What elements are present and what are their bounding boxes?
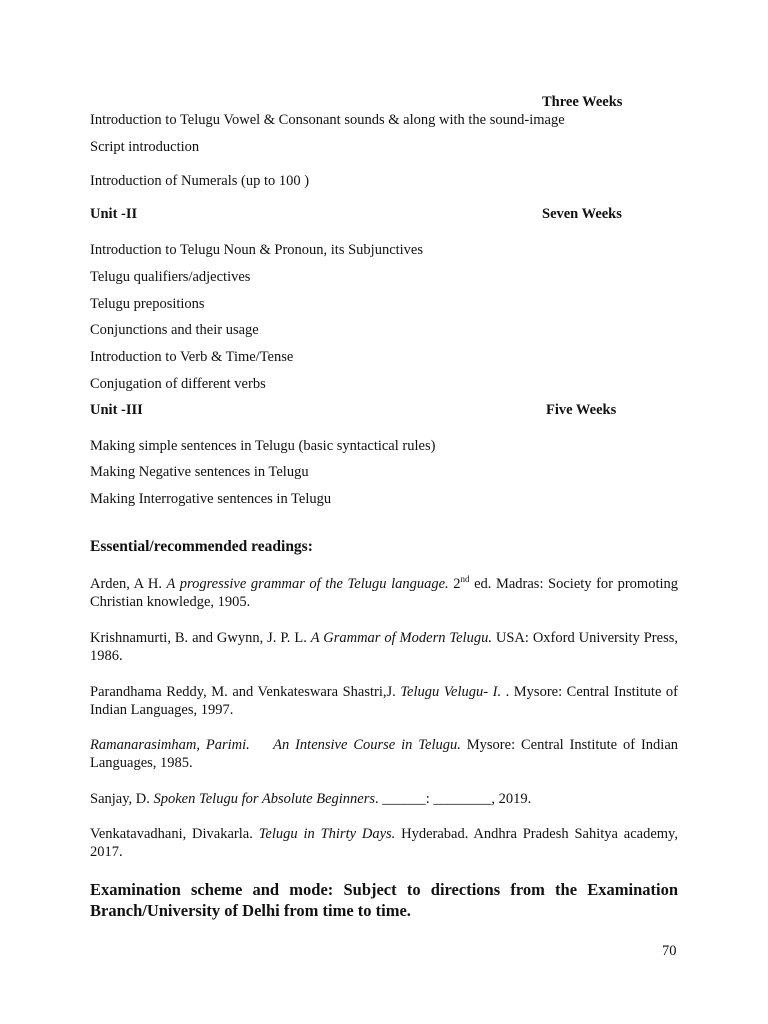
- ref-author: Parandhama Reddy, M. and Venkateswara Shastri,J.: [90, 684, 401, 700]
- readings-heading: Essential/recommended readings:: [90, 538, 313, 555]
- ref-author: Ramanarasimham, Parimi.: [90, 737, 274, 753]
- exam-scheme: [90, 879, 678, 921]
- unit1-item: Script introduction: [90, 139, 200, 155]
- ref-rest: ed. Madras: Society for promoting Christian knowledge, 1905.: [90, 576, 678, 610]
- ref-edition-sup: nd: [460, 574, 470, 585]
- ref-rest: . ______: ________, 2019.: [375, 791, 532, 807]
- exam-text: Subject to directions from the Examination Branch/University of Delhi from time to time.: [90, 880, 678, 920]
- reference-item: [90, 683, 678, 719]
- ref-rest: USA: Oxford University Press, 1986.: [90, 630, 678, 664]
- ref-author: Venkatavadhani, Divakarla.: [90, 826, 259, 842]
- page-number: 70: [662, 943, 677, 959]
- reference-item: [90, 575, 678, 611]
- unit2-item: Telugu prepositions: [90, 296, 205, 312]
- reference-item: [90, 825, 678, 861]
- unit2-item: Conjunctions and their usage: [90, 322, 259, 338]
- ref-rest: Mysore: Central Institute of Indian Languages, 1985.: [90, 737, 679, 771]
- ref-author: Sanjay, D.: [90, 791, 154, 807]
- unit2-item: Introduction to Verb & Time/Tense: [90, 349, 294, 365]
- ref-author: Arden, A H.: [90, 576, 167, 592]
- reference-item: [90, 790, 678, 808]
- ref-title: A Grammar of Modern Telugu.: [310, 630, 492, 646]
- unit3-item: Making simple sentences in Telugu (basic syntactical rules): [90, 438, 436, 454]
- ref-author: Krishnamurti, B. and Gwynn, J. P. L.: [90, 630, 311, 646]
- unit2-duration: Seven Weeks: [542, 206, 622, 222]
- unit2-item: Introduction to Telugu Noun & Pronoun, its Subjunctives: [90, 242, 424, 258]
- ref-title: Telugu in Thirty Days.: [258, 826, 396, 842]
- unit1-duration: Three Weeks: [542, 94, 623, 110]
- ref-rest: Hyderabad. Andhra Pradesh Sahitya academy, 2017.: [90, 826, 678, 860]
- ref-title: A progressive grammar of the Telugu language.: [166, 576, 449, 592]
- unit3-duration: Five Weeks: [546, 402, 617, 418]
- ref-title: An Intensive Course in Telugu.: [273, 737, 461, 753]
- unit3-item: Making Negative sentences in Telugu: [90, 464, 309, 480]
- unit3-item: Making Interrogative sentences in Telugu: [90, 491, 332, 507]
- unit2-item: Telugu qualifiers/adjectives: [90, 269, 251, 285]
- unit2-item: Conjugation of different verbs: [90, 376, 266, 392]
- unit1-item: Introduction of Numerals (up to 100 ): [90, 173, 310, 189]
- ref-edition: 2: [448, 576, 461, 592]
- reference-item: [90, 736, 678, 772]
- ref-rest: . Mysore: Central Institute of Indian Languages, 1997.: [90, 684, 679, 718]
- unit1-item: Introduction to Telugu Vowel & Consonant sounds & along with the sound-image: [90, 112, 565, 128]
- unit3-title: Unit -III: [90, 402, 143, 418]
- unit2-title: Unit -II: [90, 206, 138, 222]
- ref-title: Telugu Velugu- I.: [400, 684, 502, 700]
- reference-item: [90, 629, 678, 665]
- ref-title: Spoken Telugu for Absolute Beginners: [153, 791, 376, 807]
- exam-label: Examination scheme and mode:: [90, 880, 334, 899]
